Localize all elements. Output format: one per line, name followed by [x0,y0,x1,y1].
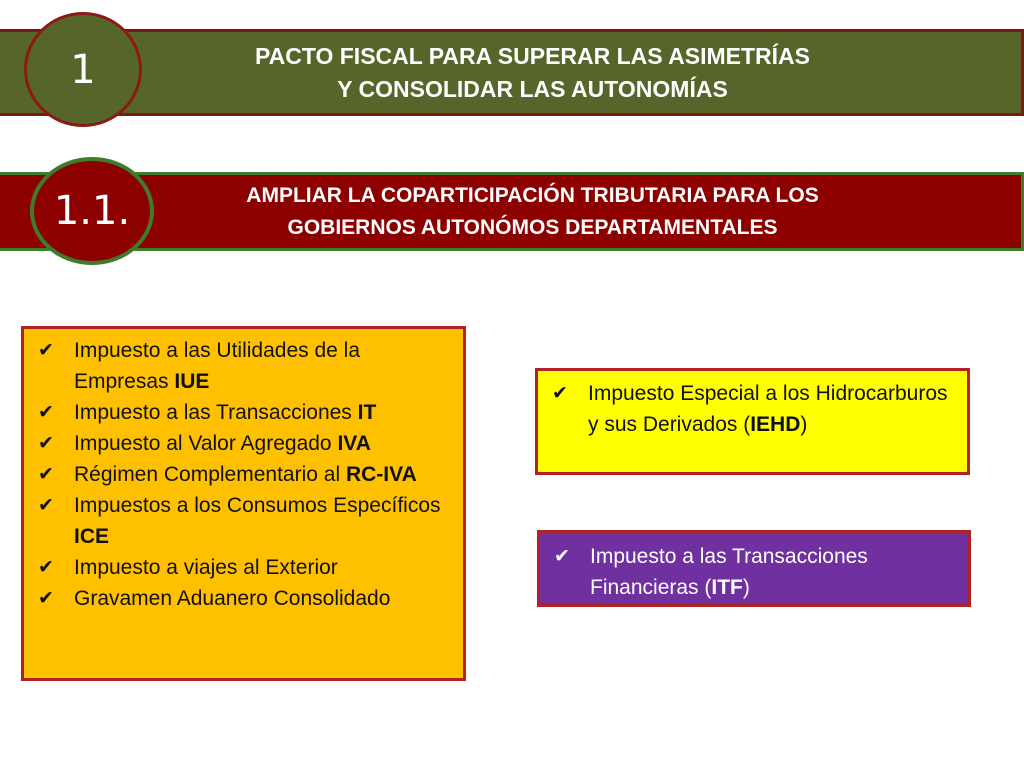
iehd-item [550,378,957,440]
tax-item [36,490,453,552]
check-icon: ✔ [38,432,54,454]
tax-item-text: Impuestos a los Consumos Específicos [74,494,441,517]
itf-text: Impuesto a las Transacciones Financieras ( [590,545,868,599]
section-title-line-2: GOBIERNOS AUTONÓMOS DEPARTAMENTALES [287,215,778,239]
tax-item [36,428,453,459]
tax-item-text: Impuesto a viajes al Exterior [74,556,338,579]
tax-item [36,552,453,583]
main-title-line-2: Y CONSOLIDAR LAS AUTONOMÍAS [337,75,728,102]
section-title [202,180,818,244]
iehd-code: IEHD [750,413,801,436]
check-icon: ✔ [38,463,54,485]
check-icon: ✔ [554,545,570,567]
tax-item-text: Impuesto a las Utilidades de la Empresas [74,339,360,393]
tax-item-code: IUE [174,370,210,393]
section-number-badge: 1.1. [30,157,154,265]
tax-item [36,335,453,397]
tax-item-text: Régimen Complementario al [74,463,346,486]
main-title-banner [0,29,1024,116]
tax-item-code: IVA [337,432,371,455]
itf-box [537,530,971,607]
iehd-list [550,378,957,440]
itf-code: ITF [711,576,743,599]
tax-item-text: Gravamen Aduanero Consolidado [74,587,391,610]
tax-item-code: IT [357,401,377,424]
tax-item-code: RC-IVA [345,463,417,486]
check-icon: ✔ [38,556,54,578]
check-icon: ✔ [38,587,54,609]
tax-item-text: Impuesto al Valor Agregado [74,432,338,455]
check-icon: ✔ [38,401,54,423]
main-number-badge: 1 [24,12,142,127]
section-title-line-1: AMPLIAR LA COPARTICIPACIÓN TRIBUTARIA PARA LOS [246,183,819,207]
tax-item [36,583,453,614]
tax-item [36,459,453,490]
tax-list [36,335,453,614]
check-icon: ✔ [38,339,54,361]
itf-list [552,541,958,603]
check-icon: ✔ [38,494,54,516]
itf-suffix: ) [742,576,750,599]
tax-item [36,397,453,428]
main-title [211,40,810,106]
iehd-box [535,368,970,475]
tax-item-text: Impuesto a las Transacciones [74,401,358,424]
tax-list-box [21,326,466,681]
iehd-suffix: ) [800,413,808,436]
check-icon: ✔ [552,382,568,404]
itf-item [552,541,958,603]
iehd-text: Impuesto Especial a los Hidrocarburos y sus Derivados ( [588,382,948,436]
tax-item-code: ICE [74,525,110,548]
main-title-line-1: PACTO FISCAL PARA SUPERAR LAS ASIMETRÍAS [254,42,811,69]
